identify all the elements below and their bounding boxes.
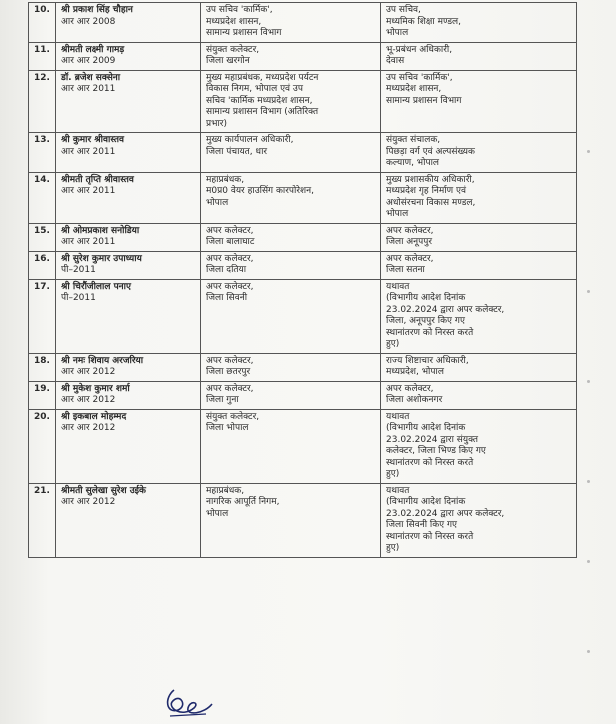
current-posting-cell bbox=[201, 3, 381, 43]
current-posting-line: जिला पंचायत, धार bbox=[206, 146, 268, 157]
officer-cell bbox=[56, 251, 201, 279]
table-row bbox=[29, 251, 577, 279]
new-posting-line: 23.02.2024 द्वारा संयुक्त bbox=[386, 434, 479, 445]
officer-name: श्री मुकेश कुमार शर्मा bbox=[61, 383, 130, 394]
officer-name: श्री सुरेश कुमार उपाध्याय bbox=[61, 253, 142, 264]
current-posting-line: नागरिक आपूर्ति निगम, bbox=[206, 497, 280, 507]
officer-batch: आर आर 2008 bbox=[61, 16, 116, 27]
officer-name: श्री कुमार श्रीवास्तव bbox=[61, 135, 124, 145]
new-posting-line: मध्यप्रदेश गृह निर्माण एवं bbox=[386, 186, 466, 196]
officer-name: श्री ओमप्रकाश सनोडिया bbox=[61, 225, 140, 236]
new-posting-line: (विभागीय आदेश दिनांक bbox=[386, 293, 466, 303]
serial-number: 17. bbox=[29, 279, 56, 353]
new-posting-line: यथावत bbox=[386, 411, 410, 422]
current-posting-cell bbox=[201, 172, 381, 223]
new-posting-cell bbox=[381, 381, 577, 409]
new-posting-line: यथावत bbox=[386, 485, 410, 496]
new-posting-line: जिला अनूपपुर bbox=[386, 237, 433, 247]
margin-mark bbox=[587, 560, 590, 563]
current-posting-cell bbox=[201, 251, 381, 279]
new-posting-line: भोपाल bbox=[386, 209, 409, 219]
current-posting-cell bbox=[201, 483, 381, 557]
current-posting-line: सामान्य प्रशासन विभाग (अतिरिक्त bbox=[206, 107, 319, 117]
officer-cell bbox=[56, 133, 201, 173]
officer-name: श्रीमती सुलेखा सुरेश उईके bbox=[61, 485, 146, 496]
officer-name: श्रीमती तृप्ति श्रीवास्तव bbox=[61, 174, 134, 185]
new-posting-line: हुए) bbox=[386, 339, 400, 349]
new-posting-line: पिछड़ा वर्ग एवं अल्पसंख्यक bbox=[386, 146, 475, 157]
new-posting-cell bbox=[381, 172, 577, 223]
current-posting-line: जिला छतरपुर bbox=[206, 367, 251, 377]
current-posting-line: महाप्रबंधक, bbox=[206, 174, 245, 185]
current-posting-line: अपर कलेक्टर, bbox=[206, 253, 254, 264]
serial-number: 14. bbox=[29, 172, 56, 223]
new-posting-line: भोपाल bbox=[386, 28, 409, 38]
serial-number: 11. bbox=[29, 42, 56, 70]
new-posting-line: स्थानांतरण को निरस्त करते bbox=[386, 531, 474, 542]
current-posting-line: अपर कलेक्टर, bbox=[206, 383, 254, 394]
officer-cell bbox=[56, 3, 201, 43]
new-posting-line: (विभागीय आदेश दिनांक bbox=[386, 423, 466, 433]
serial-number: 10. bbox=[29, 3, 56, 43]
margin-mark bbox=[587, 650, 590, 653]
table-row bbox=[29, 42, 577, 70]
officer-cell bbox=[56, 223, 201, 251]
current-posting-cell bbox=[201, 133, 381, 173]
new-posting-line: 23.02.2024 द्वारा अपर कलेक्टर, bbox=[386, 304, 505, 315]
table-row bbox=[29, 483, 577, 557]
serial-number: 18. bbox=[29, 353, 56, 381]
new-posting-line: कल्याण, भोपाल bbox=[386, 158, 440, 168]
margin-mark bbox=[587, 380, 590, 383]
current-posting-line: अपर कलेक्टर, bbox=[206, 281, 254, 292]
table-row bbox=[29, 279, 577, 353]
serial-number: 21. bbox=[29, 483, 56, 557]
signature-image bbox=[160, 684, 220, 722]
officer-batch: आर आर 2012 bbox=[61, 423, 116, 433]
officer-batch: पी–2011 bbox=[61, 293, 96, 303]
current-posting-cell bbox=[201, 223, 381, 251]
new-posting-cell bbox=[381, 483, 577, 557]
serial-number: 15. bbox=[29, 223, 56, 251]
serial-number: 20. bbox=[29, 409, 56, 483]
officer-batch: आर आर 2012 bbox=[61, 367, 116, 377]
current-posting-line: विकास निगम, भोपाल एवं उप bbox=[206, 84, 303, 94]
new-posting-line: जिला सिवनी किए गए bbox=[386, 520, 458, 530]
margin-mark bbox=[587, 290, 590, 293]
current-posting-line: उप सचिव 'कार्मिक', bbox=[206, 5, 273, 15]
current-posting-line: संयुक्त कलेक्टर, bbox=[206, 411, 260, 422]
officer-cell bbox=[56, 409, 201, 483]
new-posting-line: देवास bbox=[386, 56, 405, 66]
margin-mark bbox=[587, 150, 590, 153]
current-posting-cell bbox=[201, 70, 381, 133]
new-posting-cell bbox=[381, 353, 577, 381]
current-posting-line: सचिव 'कार्मिक मध्यप्रदेश शासन, bbox=[206, 95, 313, 106]
new-posting-line: उप सचिव 'कार्मिक', bbox=[386, 72, 453, 83]
officer-name: श्रीमती लक्ष्मी गामड़ bbox=[61, 44, 125, 55]
current-posting-line: जिला खरगोन bbox=[206, 56, 250, 66]
officer-cell bbox=[56, 483, 201, 557]
table-row bbox=[29, 3, 577, 43]
officer-batch: आर आर 2011 bbox=[61, 84, 116, 94]
officer-name: डॉ. ब्रजेश सक्सेना bbox=[61, 72, 121, 83]
table-row bbox=[29, 381, 577, 409]
current-posting-line: अपर कलेक्टर, bbox=[206, 225, 254, 236]
new-posting-cell bbox=[381, 251, 577, 279]
new-posting-cell bbox=[381, 279, 577, 353]
margin-mark bbox=[587, 480, 590, 483]
table-row bbox=[29, 353, 577, 381]
officer-cell bbox=[56, 279, 201, 353]
officer-batch: आर आर 2011 bbox=[61, 186, 116, 196]
new-posting-line: मध्यप्रदेश, भोपाल bbox=[386, 367, 444, 377]
officer-cell bbox=[56, 70, 201, 133]
new-posting-cell bbox=[381, 223, 577, 251]
officer-name: श्री चिरौंजीलाल पनाए bbox=[61, 281, 131, 292]
current-posting-line: जिला सिवनी bbox=[206, 293, 248, 303]
officer-name: श्री नमः शिवाय अरजरिया bbox=[61, 355, 144, 366]
serial-number: 12. bbox=[29, 70, 56, 133]
officer-batch: आर आर 2011 bbox=[61, 146, 116, 157]
current-posting-cell bbox=[201, 381, 381, 409]
current-posting-cell bbox=[201, 42, 381, 70]
new-posting-line: हुए) bbox=[386, 543, 400, 553]
officer-cell bbox=[56, 381, 201, 409]
officer-cell bbox=[56, 172, 201, 223]
current-posting-line: मुख्य महाप्रबंधक, मध्यप्रदेश पर्यटन bbox=[206, 72, 319, 83]
current-posting-line: म0प्र0 वेयर हाउसिंग कारपोरेशन, bbox=[206, 186, 314, 196]
table-row bbox=[29, 409, 577, 483]
new-posting-line: (विभागीय आदेश दिनांक bbox=[386, 497, 466, 507]
new-posting-line: उप सचिव, bbox=[386, 5, 421, 15]
new-posting-line: अपर कलेक्टर, bbox=[386, 383, 434, 394]
new-posting-cell bbox=[381, 3, 577, 43]
current-posting-cell bbox=[201, 409, 381, 483]
current-posting-line: सामान्य प्रशासन विभाग bbox=[206, 28, 282, 38]
current-posting-line: मध्यप्रदेश शासन, bbox=[206, 16, 262, 27]
officer-batch: आर आर 2012 bbox=[61, 497, 116, 507]
current-posting-cell bbox=[201, 353, 381, 381]
new-posting-line: मध्यमिक शिक्षा मण्डल, bbox=[386, 16, 462, 27]
current-posting-line: मुख्य कार्यपालन अधिकारी, bbox=[206, 135, 294, 145]
current-posting-line: प्रभार) bbox=[206, 118, 227, 129]
new-posting-line: राज्य शिष्टाचार अधिकारी, bbox=[386, 355, 469, 366]
new-posting-line: अधोसंरचना विकास मण्डल, bbox=[386, 197, 476, 208]
new-posting-line: स्थानांतरण को निरस्त करते bbox=[386, 327, 474, 338]
current-posting-cell bbox=[201, 279, 381, 353]
current-posting-line: भोपाल bbox=[206, 197, 229, 208]
serial-number: 19. bbox=[29, 381, 56, 409]
new-posting-line: सामान्य प्रशासन विभाग bbox=[386, 95, 462, 106]
table-row bbox=[29, 70, 577, 133]
new-posting-line: संयुक्त संचालक, bbox=[386, 135, 441, 145]
officer-batch: पी–2011 bbox=[61, 265, 96, 275]
new-posting-line: मध्यप्रदेश शासन, bbox=[386, 84, 442, 94]
transfer-table-body bbox=[29, 3, 577, 558]
table-row bbox=[29, 133, 577, 173]
serial-number: 13. bbox=[29, 133, 56, 173]
new-posting-line: कलेक्टर, जिला भिण्ड किए गए bbox=[386, 446, 486, 456]
officer-name: श्री प्रकाश सिंह चौहान bbox=[61, 5, 133, 15]
new-posting-cell bbox=[381, 70, 577, 133]
current-posting-line: जिला गुना bbox=[206, 395, 239, 405]
officer-batch: आर आर 2012 bbox=[61, 395, 116, 405]
table-row bbox=[29, 172, 577, 223]
new-posting-line: जिला, अनूपपुर किए गए bbox=[386, 316, 465, 326]
current-posting-line: अपर कलेक्टर, bbox=[206, 355, 254, 366]
new-posting-cell bbox=[381, 42, 577, 70]
current-posting-line: संयुक्त कलेक्टर, bbox=[206, 44, 260, 55]
current-posting-line: जिला दतिया bbox=[206, 265, 247, 275]
new-posting-line: जिला अशोकनगर bbox=[386, 395, 443, 405]
new-posting-line: 23.02.2024 द्वारा अपर कलेक्टर, bbox=[386, 508, 505, 519]
new-posting-line: जिला सतना bbox=[386, 265, 425, 275]
new-posting-line: भू-प्रबंधन अधिकारी, bbox=[386, 44, 453, 55]
new-posting-line: हुए) bbox=[386, 469, 400, 479]
serial-number: 16. bbox=[29, 251, 56, 279]
new-posting-line: अपर कलेक्टर, bbox=[386, 253, 434, 264]
transfer-table bbox=[28, 2, 577, 558]
new-posting-line: मुख्य प्रशासकीय अधिकारी, bbox=[386, 174, 475, 185]
current-posting-line: भोपाल bbox=[206, 508, 229, 519]
new-posting-cell bbox=[381, 409, 577, 483]
current-posting-line: जिला भोपाल bbox=[206, 423, 249, 433]
current-posting-line: जिला बालाघाट bbox=[206, 237, 255, 247]
officer-cell bbox=[56, 42, 201, 70]
new-posting-cell bbox=[381, 133, 577, 173]
new-posting-line: स्थानांतरण को निरस्त करते bbox=[386, 457, 474, 468]
officer-batch: आर आर 2011 bbox=[61, 237, 116, 247]
officer-cell bbox=[56, 353, 201, 381]
officer-batch: आर आर 2009 bbox=[61, 56, 116, 66]
new-posting-line: अपर कलेक्टर, bbox=[386, 225, 434, 236]
new-posting-line: यथावत bbox=[386, 281, 410, 292]
officer-name: श्री इकबाल मोहम्मद bbox=[61, 411, 127, 422]
table-row bbox=[29, 223, 577, 251]
current-posting-line: महाप्रबंधक, bbox=[206, 485, 245, 496]
